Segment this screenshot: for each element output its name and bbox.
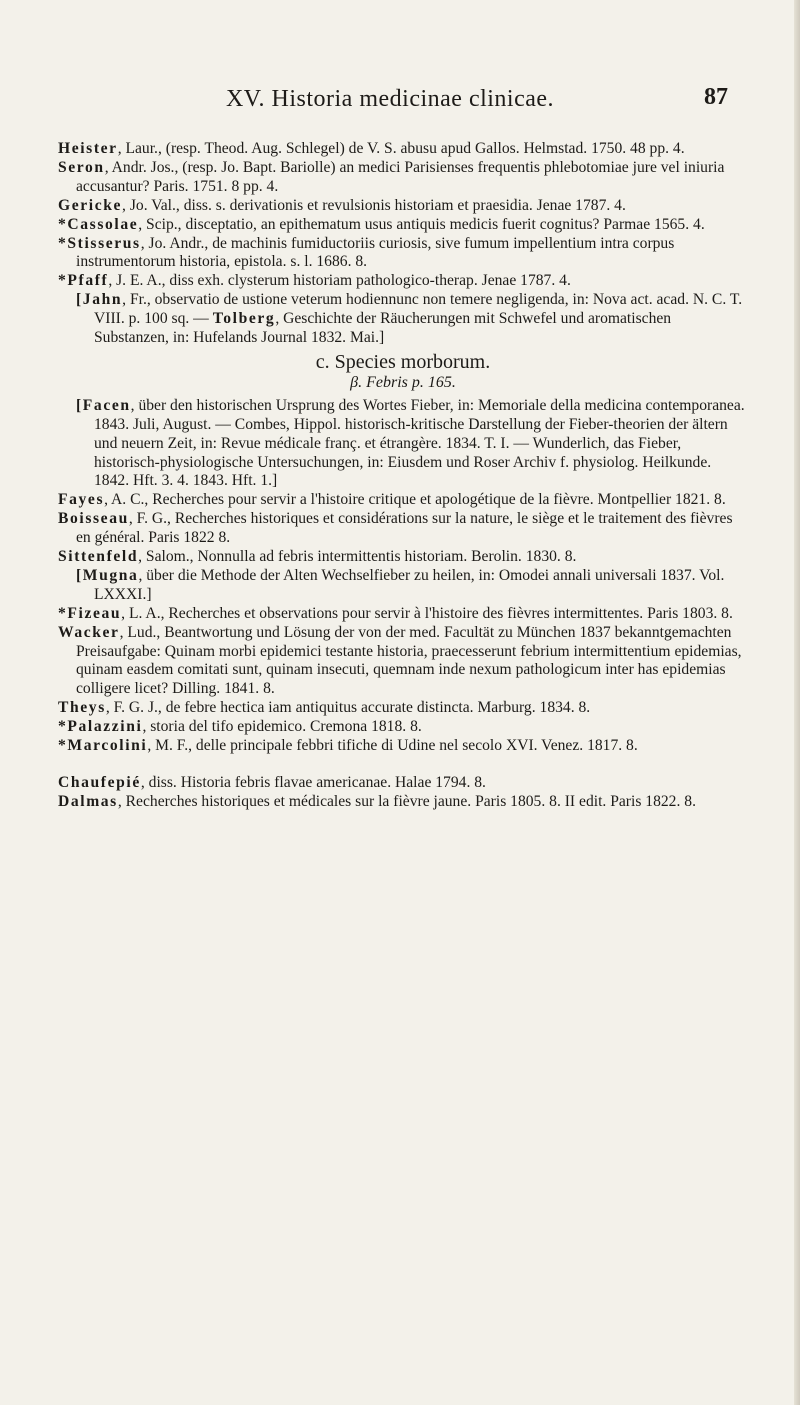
author-name: *Cassolae xyxy=(58,215,139,233)
entry-text: , Lud., Beantwortung und Lösung der von der med. Facultät zu München 1837 bekanntgemachten Preisaufgabe: Quinam morbi epidemici testante historia, praecesserunt febrium intermittentium epidemias, quinam easdem comitati sunt, quinam insecuti, quemnam inde nexum pathologicum inter has epidemias colligere licet? Dilling. 1841. 8. xyxy=(76,623,742,698)
author-name: Tolberg xyxy=(212,310,276,328)
entry-text: , L. A., Recherches et observations pour servir à l'histoire des fièvres intermittentes. Paris 1803. 8. xyxy=(121,604,733,622)
bib-entry xyxy=(58,491,748,510)
author-name: [Facen xyxy=(76,396,131,414)
subsection-heading: β. Febris p. 165. xyxy=(350,373,456,391)
entry-text: , Laur., (resp. Theod. Aug. Schlegel) de V. S. abusu apud Gallos. Helmstad. 1750. 48 pp. 4. xyxy=(117,140,685,157)
bib-entry xyxy=(58,718,748,737)
bib-entry xyxy=(58,699,748,718)
author-name: *Marcolini xyxy=(58,737,148,755)
bib-note-entry xyxy=(58,397,748,492)
section-heading: c. Species morborum. xyxy=(315,350,491,373)
block-gap xyxy=(58,756,748,774)
entry-text: , Fr., observatio de ustione veterum hodiennunc non temere negligenda, in: Nova act. acad. N. C. T. VIII. p. 100 sq. — xyxy=(94,291,743,328)
entry-text: , F. G., Recherches historiques et considérations sur la nature, le siège et le traitement des fièvres en général. Paris 1822 8. xyxy=(76,510,733,547)
author-name: Heister xyxy=(58,140,118,157)
entry-text: , Jo. Andr., de machinis fumiductoriis curiosis, sive fumum impellentium intra corpus instrumentorum historia, epistola. s. l. 1686. 8. xyxy=(76,234,675,271)
bib-entry xyxy=(58,235,748,273)
bib-entry xyxy=(58,197,748,216)
entry-text: , J. E. A., diss exh. clysterum historiam pathologico-therap. Jenae 1787. 4. xyxy=(108,272,571,290)
author-name: *Fizeau xyxy=(58,604,122,622)
entry-text: , storia del tifo epidemico. Cremona 1818. 8. xyxy=(142,718,422,736)
bibliography-text xyxy=(58,140,748,812)
author-name: Fayes xyxy=(58,491,105,509)
author-name: Sittenfeld xyxy=(58,548,139,566)
bib-entry xyxy=(58,140,748,159)
author-name: Theys xyxy=(58,699,106,717)
bib-entry xyxy=(58,272,748,291)
author-name: Seron xyxy=(58,158,105,176)
running-head-title: XV. Historia medicinae clinicae. xyxy=(225,86,555,112)
author-name: *Pfaff xyxy=(58,272,109,290)
bib-entry xyxy=(58,216,748,235)
running-head xyxy=(60,82,728,122)
entry-text: , Recherches historiques et médicales sur la fièvre jaune. Paris 1805. 8. II edit. Paris 1822. 8. xyxy=(117,792,696,810)
bib-entry xyxy=(58,793,748,812)
entry-text: , F. G. J., de febre hectica iam antiquitus accurate distincta. Marburg. 1834. 8. xyxy=(105,699,591,717)
bib-entry xyxy=(58,548,748,567)
bib-entry xyxy=(58,624,748,700)
author-name: *Stisserus xyxy=(58,234,141,252)
entry-text: , über die Methode der Alten Wechselfieber zu heilen, in: Omodei annali universali 1837. Vol. LXXXI.] xyxy=(94,566,725,603)
bib-entry xyxy=(58,774,748,793)
bib-note-entry xyxy=(58,291,748,348)
bib-entry xyxy=(58,159,748,197)
bib-entry xyxy=(58,737,748,756)
bib-note-entry xyxy=(58,567,748,605)
author-name: *Palazzini xyxy=(58,718,143,736)
page-number: 87 xyxy=(704,84,728,110)
entry-text: , diss. Historia febris flavae americanae. Halae 1794. 8. xyxy=(140,774,486,791)
entry-text: , Scip., disceptatio, an epithematum usus antiquis medicis fuerit cognitus? Parmae 1565. 4. xyxy=(138,215,705,233)
entry-text: , Salom., Nonnulla ad febris intermittentis historiam. Berolin. 1830. 8. xyxy=(138,548,577,566)
entry-text: , A. C., Recherches pour servir a l'histoire critique et apologétique de la fièvre. Montpellier 1821. 8. xyxy=(104,491,726,509)
entry-text: , Geschichte der Räucherungen mit Schwefel und aromatischen Substanzen, in: Hufelands Journal 1832. Mai.] xyxy=(94,310,672,347)
entry-text: , Andr. Jos., (resp. Jo. Bapt. Bariolle) an medici Parisienses frequentis phlebotomiae jure vel iniuria accusantur? Paris. 1751. 8 pp. 4. xyxy=(76,158,725,195)
entry-text: , über den historischen Ursprung des Wortes Fieber, in: Memoriale della medicina contemporanea. 1843. Juli, August. — Combes, Hippol. historisch-kritische Darstellung der Fieber-theorien der ältern und neuern Zeit, in: Revue médicale franç. et étrangère. 1834. T. I. — Wunderlich, das Fieber, historisch-physiologische Untersuchungen, in: Eiusdem und Roser Archiv f. physiolog. Heilkunde. 1842. Hft. 3. 4. 1843. Hft. 1.] xyxy=(94,396,745,490)
author-name: Dalmas xyxy=(58,792,118,810)
author-name: Wacker xyxy=(58,623,120,641)
entry-text: , M. F., delle principale febbri tifiche di Udine nel secolo XVI. Venez. 1817. 8. xyxy=(147,737,638,755)
author-name: [Jahn xyxy=(76,291,123,309)
bib-entry xyxy=(58,605,748,624)
author-name: Boisseau xyxy=(58,510,129,528)
page-edge xyxy=(794,0,800,1405)
author-name: Gericke xyxy=(58,196,123,214)
entry-text: , Jo. Val., diss. s. derivationis et revulsionis historiam et praesidia. Jenae 1787. 4. xyxy=(122,196,626,214)
author-name: [Mugna xyxy=(76,566,139,584)
author-name: Chaufepié xyxy=(58,774,141,791)
bib-entry xyxy=(58,510,748,548)
